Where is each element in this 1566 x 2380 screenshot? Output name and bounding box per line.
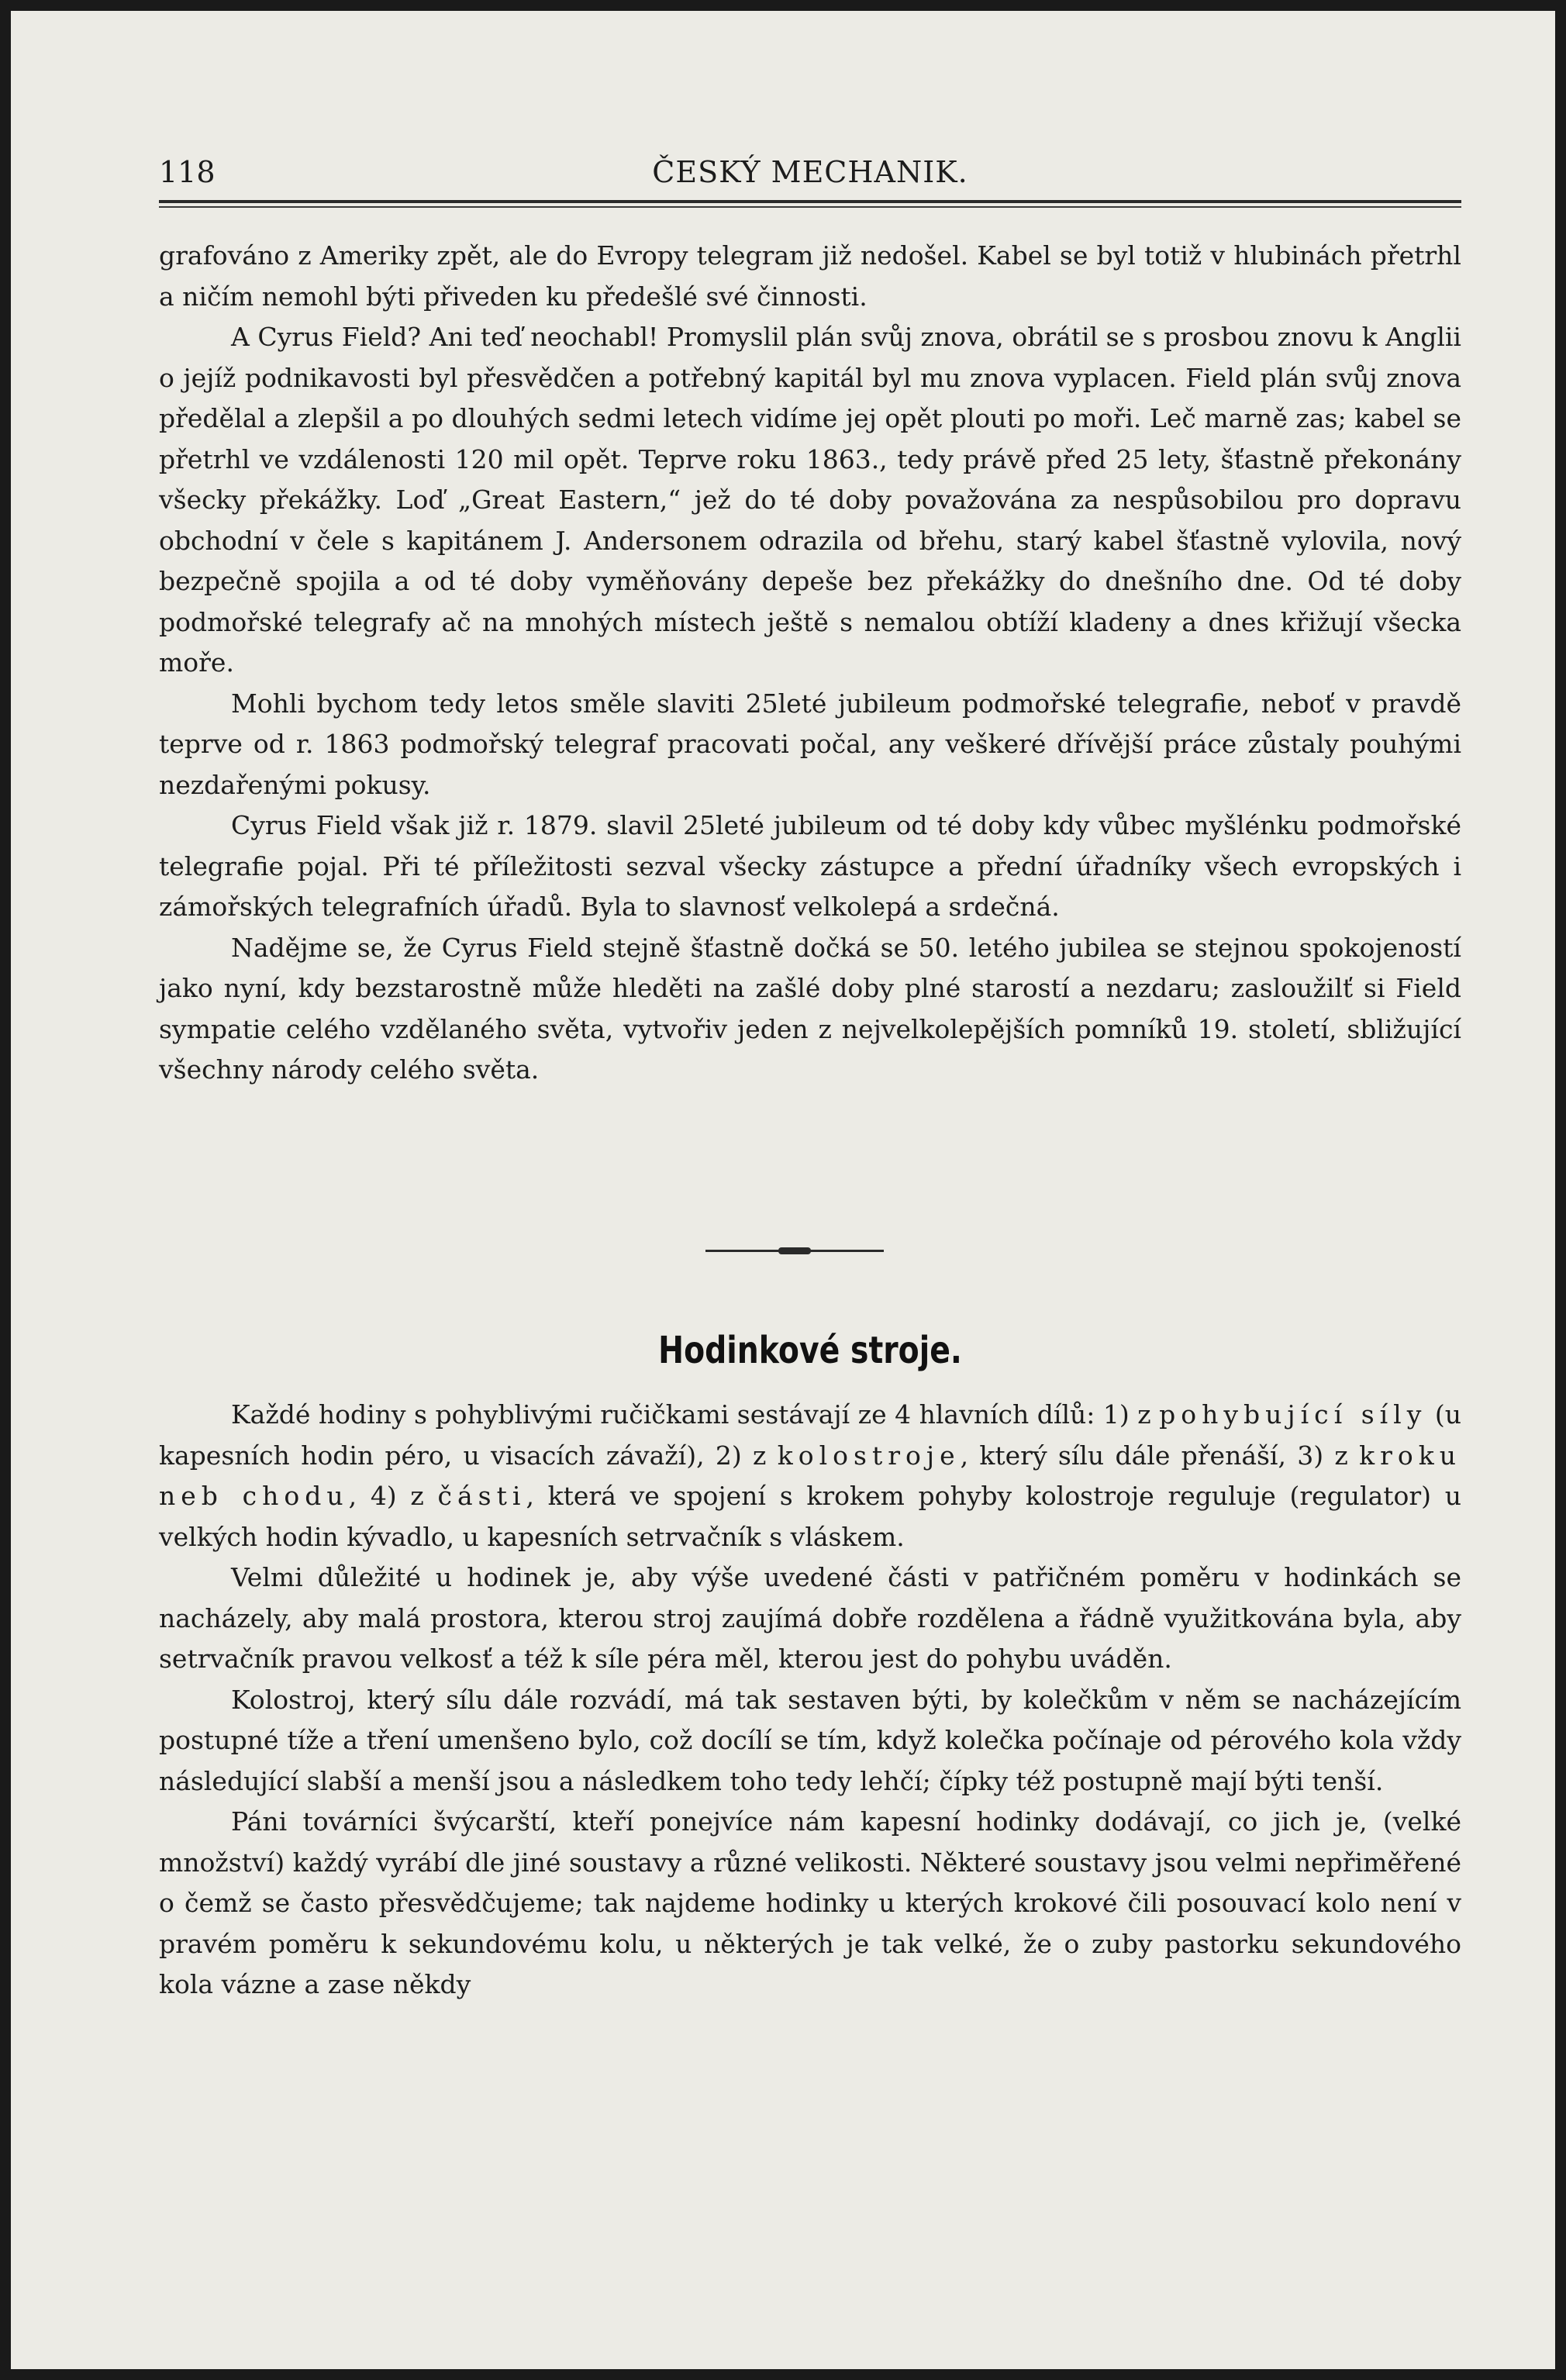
paragraph: Mohli bychom tedy letos směle slaviti 25leté jubileum podmořské telegrafie, neboť v pravdě teprve od r. 1863 podmořský telegraf pracovati počal, any veškeré dřívější práce zůstaly pouhými nezdařenými pokusy. — [159, 688, 1461, 800]
paragraph: Cyrus Field však již r. 1879. slavil 25leté jubileum od té doby kdy vůbec myšlénku podmořské telegrafie pojal. Při té příležitosti sezval všecky zástupce a přední úřadníky všech evropských i zámořských telegrafních úřadů. Byla to slavnosť velkolepá a srdečná. — [159, 810, 1461, 922]
section-title: Hodinkové stroje. — [658, 1329, 962, 1372]
page-header — [159, 155, 1461, 194]
section-divider-ornament — [778, 1247, 811, 1254]
spaced-term: kolostroje — [777, 1440, 961, 1471]
page-number: 118 — [159, 155, 216, 189]
running-title: ČESKÝ MECHANIK. — [652, 155, 968, 189]
text-run: (u kapesních hodin péro, u visacích závaží), 2) z — [159, 1399, 1462, 1471]
paragraph: grafováno z Ameriky zpět, ale do Evropy telegram již nedošel. Kabel se byl totiž v hlubinách přetrhl a ničím nemohl býti přiveden ku předešlé své činnosti. — [159, 240, 1461, 312]
spaced-term: části — [437, 1481, 526, 1511]
spaced-term: kroku neb chodu — [159, 1440, 1461, 1511]
paragraph: Velmi důležité u hodinek je, aby výše uvedené části v patřičném poměru v hodinkách se nacházely, aby malá prostora, kterou stroj zaujímá dobře rozdělena a řádně využitkována byla, aby setrvačník pravou velkosť a též k síle péra měl, kterou jest do pohybu uváděn. — [159, 1562, 1461, 1674]
header-rule-thick — [159, 200, 1461, 203]
paragraph — [159, 1395, 1461, 1557]
text-run: , 4) z — [348, 1481, 438, 1511]
book-page — [11, 11, 1555, 2369]
article-continuation — [159, 236, 1461, 1091]
text-run: , který sílu dále přenáší, 3) z — [960, 1440, 1360, 1471]
paragraph: Páni továrníci švýcarští, kteří ponejvíce nám kapesní hodinky dodávají, co jich je, (velké množství) každý vyrábí dle jiné soustavy a různé velikosti. Některé soustavy jsou velmi nepřiměřené o čemž se často přesvědčujeme; tak najdeme hodinky u kterých krokové čili posouvací kolo není v pravém poměru k sekundovému kolu, u některých je tak velké, že o zuby pastorku sekundového kola vázne a zase někdy — [159, 1806, 1461, 1999]
text-run: , která ve spojení s krokem pohyby kolostroje reguluje (regulator) u velkých hodin kývadlo, u kapesních setrvačník s vláskem. — [159, 1481, 1461, 1552]
paragraph: Nadějme se, že Cyrus Field stejně šťastně dočká se 50. letého jubilea se stejnou spokojeností jako nyní, kdy bezstarostně může hleděti na zašlé doby plné starostí a nezdaru; zasloužilť si Field sympatie celého vzdělaného světa, vytvořiv jeden z nejvelkolepějších pomníků 19. století, sbližující všechny národy celého světa. — [159, 932, 1461, 1085]
spaced-term: pohybující síly — [1159, 1399, 1427, 1430]
header-rule-thin — [159, 206, 1461, 208]
article-body — [159, 1395, 1461, 2006]
paragraph: A Cyrus Field? Ani teď neochabl! Promyslil plán svůj znova, obrátil se s prosbou znovu k Anglii o jejíž podnikavosti byl přesvědčen a potřebný kapitál byl mu znova vyplacen. Field plán svůj znova předělal a zlepšil a po dlouhých sedmi letech vidíme jej opět plouti po moři. Leč marně zas; kabel se přetrhl ve vzdálenosti 120 mil opět. Teprve roku 1863., tedy právě před 25 lety, šťastně překonány všecky překážky. Loď „Great Eastern,“ jež do té doby považována za nespůsobilou pro dopravu obchodní v čele s kapitánem J. Andersonem odrazila od břehu, starý kabel šťastně vylovila, nový bezpečně spojila a od té doby vyměňovány depeše bez překážky do dnešního dne. Od té doby podmořské telegrafy ač na mnohých místech ještě s nemalou obtíží kladeny a dnes křižují všecka moře. — [159, 322, 1461, 678]
paragraph: Kolostroj, který sílu dále rozvádí, má tak sestaven býti, by kolečkům v něm se nacházejícím postupné tíže a tření umenšeno bylo, což docílí se tím, když kolečka počínaje od pérového kola vždy následující slabší a menší jsou a následkem toho tedy lehčí; čípky též postupně mají býti tenší. — [159, 1684, 1461, 1796]
text-run: Každé hodiny s pohyblivými ručičkami sestávají ze 4 hlavních dílů: 1) z — [231, 1399, 1160, 1430]
